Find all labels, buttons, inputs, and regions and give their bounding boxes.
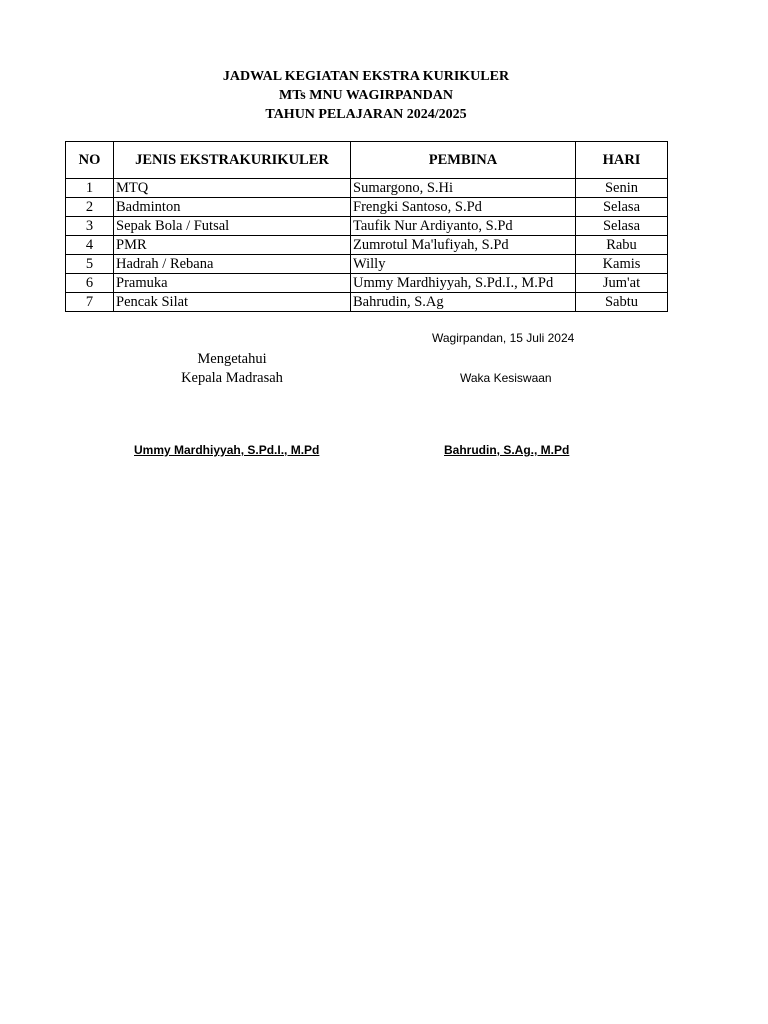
row-day: Rabu <box>576 236 668 255</box>
document-title <box>66 67 666 124</box>
row-day: Senin <box>576 179 668 198</box>
row-activity: Pencak Silat <box>114 293 351 312</box>
table-row <box>66 255 668 274</box>
row-activity: MTQ <box>114 179 351 198</box>
table-row <box>66 217 668 236</box>
row-no: 2 <box>66 198 114 217</box>
head-title: Kepala Madrasah <box>181 370 283 386</box>
row-activity: Pramuka <box>114 274 351 293</box>
row-no: 5 <box>66 255 114 274</box>
row-coach: Bahrudin, S.Ag <box>351 293 576 312</box>
row-coach: Taufik Nur Ardiyanto, S.Pd <box>351 217 576 236</box>
acknowledgement-block <box>132 350 332 388</box>
acknowledge-label: Mengetahui <box>197 351 267 367</box>
waka-signature-name: Bahrudin, S.Ag., M.Pd <box>444 443 570 457</box>
row-day: Sabtu <box>576 293 668 312</box>
head-signature-name: Ummy Mardhiyyah, S.Pd.I., M.Pd <box>134 443 320 457</box>
header-name: JENIS EKSTRAKURIKULER <box>114 142 351 179</box>
row-no: 6 <box>66 274 114 293</box>
row-no: 4 <box>66 236 114 255</box>
header-no: NO <box>66 142 114 179</box>
row-no: 1 <box>66 179 114 198</box>
schedule-table <box>65 141 668 312</box>
row-no: 3 <box>66 217 114 236</box>
table-row <box>66 236 668 255</box>
table-row <box>66 274 668 293</box>
row-no: 7 <box>66 293 114 312</box>
row-day: Kamis <box>576 255 668 274</box>
table-row <box>66 293 668 312</box>
place-date: Wagirpandan, 15 Juli 2024 <box>432 331 575 345</box>
title-line-1: JADWAL KEGIATAN EKSTRA KURIKULER <box>222 69 510 84</box>
row-activity: Sepak Bola / Futsal <box>114 217 351 236</box>
title-line-2: MTs MNU WAGIRPANDAN <box>279 88 453 103</box>
table-header-row <box>66 142 668 179</box>
table-row <box>66 179 668 198</box>
row-day: Selasa <box>576 217 668 236</box>
row-coach: Sumargono, S.Hi <box>351 179 576 198</box>
row-coach: Ummy Mardhiyyah, S.Pd.I., M.Pd <box>351 274 576 293</box>
row-coach: Willy <box>351 255 576 274</box>
table-row <box>66 198 668 217</box>
header-day: HARI <box>576 142 668 179</box>
waka-title: Waka Kesiswaan <box>460 371 552 385</box>
row-day: Selasa <box>576 198 668 217</box>
header-coach: PEMBINA <box>351 142 576 179</box>
title-line-3: TAHUN PELAJARAN 2024/2025 <box>265 107 467 122</box>
row-coach: Frengki Santoso, S.Pd <box>351 198 576 217</box>
row-activity: PMR <box>114 236 351 255</box>
row-day: Jum'at <box>576 274 668 293</box>
row-coach: Zumrotul Ma'lufiyah, S.Pd <box>351 236 576 255</box>
row-activity: Badminton <box>114 198 351 217</box>
row-activity: Hadrah / Rebana <box>114 255 351 274</box>
